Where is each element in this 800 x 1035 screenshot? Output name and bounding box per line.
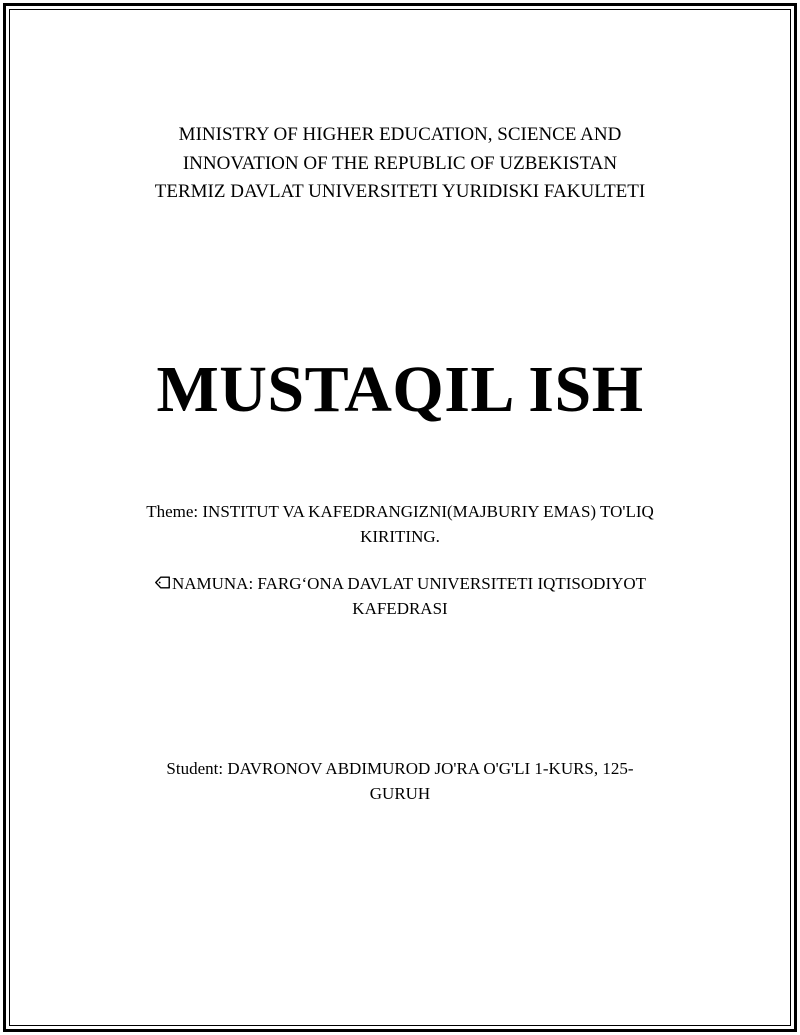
document-title: MUSTAQIL ISH [156,353,644,426]
example-line-1: NAMUNA: FARG‘ONA DAVLAT UNIVERSITETI IQTISODIYOT [171,574,647,593]
tag-icon [154,574,171,591]
header-line-innovation: INNOVATION OF THE REPUBLIC OF UZBEKISTAN [182,152,618,174]
student-section [0,756,800,806]
example-line-1-wrap [0,571,800,596]
theme-section [0,499,800,549]
student-line-1: Student: DAVRONOV ABDIMUROD JO'RA O'G'LI 1-KURS, 125- [166,759,634,778]
header-line-ministry: MINISTRY OF HIGHER EDUCATION, SCIENCE AND [178,124,622,145]
theme-line-2: KIRITING. [360,527,440,546]
institution-header [0,121,800,207]
header-line-university: TERMIZ DAVLAT UNIVERSITETI YURIDISKI FAKULTETI [154,181,646,202]
example-line-2: KAFEDRASI [352,599,448,618]
example-section [0,571,800,621]
theme-line-1: Theme: INSTITUT VA KAFEDRANGIZNI(MAJBURIY EMAS) TO'LIQ [146,502,654,521]
student-line-2: GURUH [369,784,431,803]
